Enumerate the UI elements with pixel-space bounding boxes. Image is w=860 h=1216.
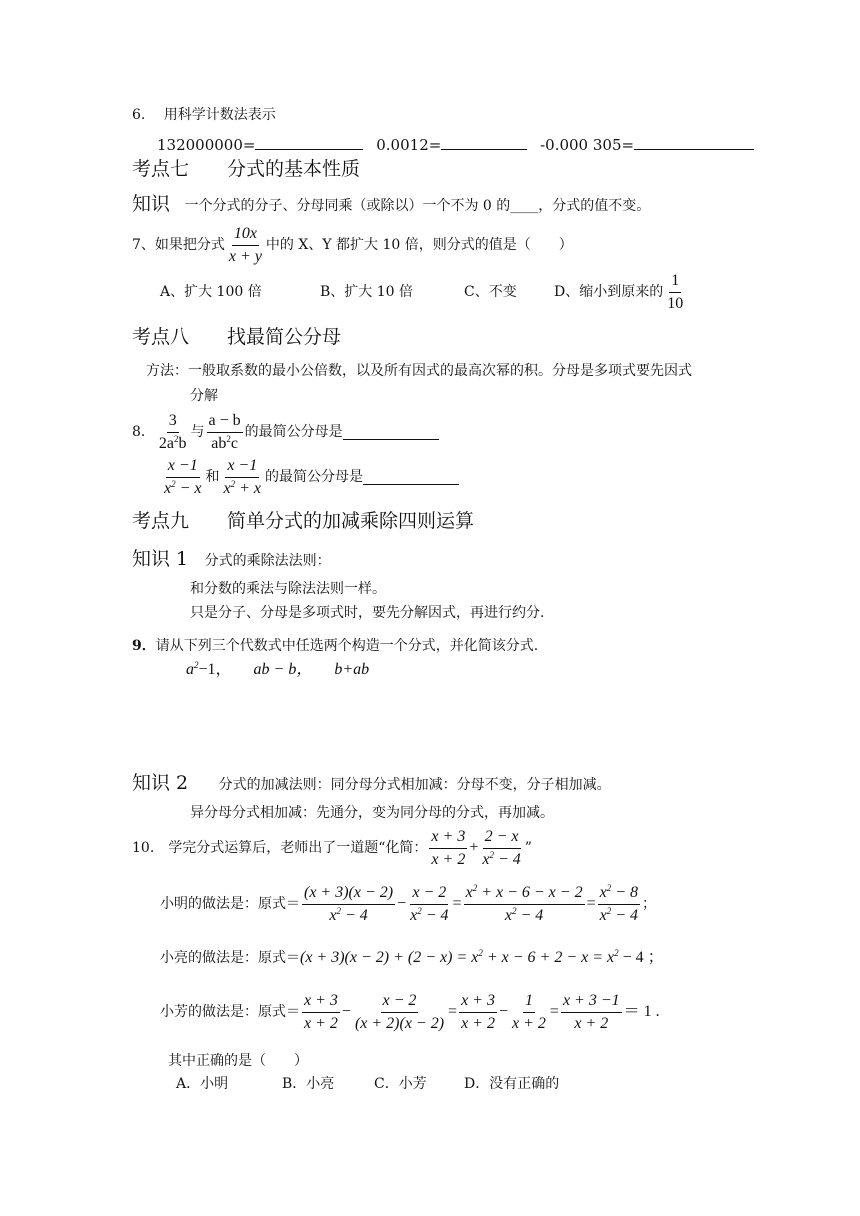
q10-opt-c[interactable]: C．小芳 <box>374 1076 427 1092</box>
q10-xl-expr-mid: + x − 6 + 2 − x = x <box>482 949 615 966</box>
q10-xm-f2: $\frac{x - 2}{x^2 - 4}$ <box>410 884 449 924</box>
q10-xm-f2-num: x − 2 <box>410 884 448 905</box>
q10-xm-f4-num: x <box>599 884 607 901</box>
q7-opt-b[interactable]: B、扩大 10 倍 <box>320 284 414 301</box>
q8-f1 <box>157 412 189 452</box>
q9-expressions <box>186 662 369 678</box>
q10-xm-label: 小明的做法是：原式＝ <box>160 896 300 913</box>
q8-g1 <box>162 457 204 497</box>
q7-fraction <box>227 225 264 265</box>
q10-t2 <box>480 828 522 868</box>
q10-xf-f1-num: x + 3 <box>302 992 340 1013</box>
q8-joiner2: 和 <box>205 469 220 486</box>
q9-expr-a-sup: 2 <box>194 660 199 670</box>
q10-xm-f3: $\frac{x^2 + x - 6 - x - 2}{x^2 - 4}$ <box>465 883 583 924</box>
q10-t2-num: 2 − x <box>483 828 521 849</box>
q10-xf-f1-den: x + 2 <box>304 1014 338 1032</box>
q10-xm-f4: $\frac{x^2 - 8}{x^2 - 4}$ <box>599 883 639 924</box>
q10-post: ” <box>524 840 532 857</box>
q10-t2-den-sup: 2 <box>489 849 494 860</box>
q6-blank-b[interactable] <box>441 135 527 150</box>
q10-xf-f4-den: x + 2 <box>512 1014 546 1032</box>
q8-f2-den: ab <box>211 434 227 452</box>
q8-g1-den: x <box>164 479 172 497</box>
k8-method-line1: 方法：一般取系数的最小公倍数，以及所有因式的最高次幂的积。分母是多项式要先因式 <box>146 363 692 379</box>
q6-item-b: 0.0012= <box>376 136 442 154</box>
q10-xf-f2 <box>353 992 446 1032</box>
q9-expr-a: a <box>186 661 194 678</box>
section-title-7: 考点七 分式的基本性质 <box>132 158 361 180</box>
q10-xf-f5-num: x + 3 −1 <box>561 992 622 1013</box>
q7-options <box>160 272 687 312</box>
q7-question <box>132 225 573 265</box>
q7-num: 10x <box>232 225 259 246</box>
q8-f2 <box>207 412 243 452</box>
q10-xiaofang: 小芳的做法是：原式＝ $\frac{x + 3}{x + 2}$ − $\frac{x - 2}{(x + 2)(x - 2)}$ = $\frac{x + 3}{x + 2}$ − $\frac{1}{x + 2}$ = $\frac{x + 3 -1}{x + 2}$ ＝ 1 . <box>160 992 660 1032</box>
q10-xm-f4-num-tail: − 8 <box>611 884 639 901</box>
zs2-label: 知识 2 <box>132 772 189 794</box>
zs2-knowledge <box>132 774 611 793</box>
q8-label: 8． <box>132 424 155 441</box>
q7-opt-c[interactable]: C、不变 <box>464 284 517 301</box>
q8-g1-num: x −1 <box>166 457 200 478</box>
q8-f1-num: 3 <box>167 412 179 433</box>
q8-g2-den: x <box>223 479 231 497</box>
q10-opt-b[interactable]: B．小亮 <box>282 1076 335 1092</box>
q7-opt-a[interactable]: A、扩大 100 倍 <box>160 284 262 301</box>
q8-g1-den-tail: − x <box>175 479 202 497</box>
k9-zs1-line1: 和分数的乘法与除法法则一样。 <box>190 581 386 597</box>
q8-g2-den-tail: + x <box>235 479 262 497</box>
q10-xiaoming: 小明的做法是：原式＝ $\frac{(x + 3)(x - 2)}{x^2 - 4}$ − $\frac{x - 2}{x^2 - 4}$ = $\frac{x^2 + x - 6 - x - 2}{x^2 - 4}$ = $\frac{x^2 - 8}{x^2 - 4}$ ； <box>160 883 657 924</box>
q9-label: 9． <box>132 638 156 654</box>
q10-xiaoliang: 小亮的做法是：原式＝ $(x + 3)(x - 2) + (2 - x) = x^2 + x - 6 + 2 - x = x^2 - 4$ ； <box>160 948 664 966</box>
q10-opt-d[interactable]: D．没有正确的 <box>464 1076 560 1092</box>
q10-xf-f3-num: x + 3 <box>459 992 497 1013</box>
q9-question <box>132 639 538 653</box>
q7-den: x + y <box>228 247 262 265</box>
q10-xf-result: ＝ 1 . <box>623 1003 660 1021</box>
q8-f1-den-sup: 2 <box>174 433 179 444</box>
k9-zs1-text: 分式的乘除法法则： <box>204 553 331 569</box>
q8-blank1[interactable] <box>343 425 439 440</box>
q6-item-c: -0.000 305= <box>540 136 635 154</box>
q9-expr-c: b+ab <box>334 661 370 678</box>
q7-opt-d-num: 1 <box>669 272 681 293</box>
q10-t2-den-tail: − 4 <box>493 850 521 868</box>
section-title-9: 考点九 简单分式的加减乘除四则运算 <box>132 510 475 532</box>
q10-t1-den: x + 2 <box>431 850 466 868</box>
q8-f2-den-sup: 2 <box>226 433 231 444</box>
q10-xf-f4 <box>510 992 548 1032</box>
q10-xf-f1 <box>302 992 340 1032</box>
q10-t1-num: x + 3 <box>429 828 467 849</box>
q10-xf-f3-den: x + 2 <box>461 1014 495 1032</box>
q10-xf-f5-den: x + 2 <box>574 1014 609 1032</box>
q10-xm-f1: $\frac{(x + 3)(x - 2)}{x^2 - 4}$ <box>304 884 394 924</box>
k9-zs1-line2: 只是分子、分母是多项式时，要先分解因式，再进行约分. <box>190 605 545 621</box>
q10-xl-expr-tail: − 4 ； <box>618 949 664 966</box>
q9-expr-a-tail: −1， <box>198 661 232 678</box>
q7-opt-d-den: 10 <box>667 294 684 312</box>
q10-xm-f3-num-tail: + x − 6 − x − 2 <box>477 884 583 901</box>
q8-joiner1: 与 <box>190 424 205 441</box>
q10-t2-den: x <box>482 850 490 868</box>
q8-f2-num: a − b <box>207 412 243 433</box>
k8-method-line2: 分解 <box>190 388 218 404</box>
q8-tail2: 的最简公分母是 <box>265 469 364 486</box>
q6-item-a: 132000000= <box>157 136 256 154</box>
q10-opt-a[interactable]: A．小明 <box>176 1076 229 1092</box>
q10-xl-label: 小亮的做法是：原式＝ <box>160 950 300 966</box>
q8-g2-den-sup: 2 <box>230 478 236 489</box>
q7-post: 中的 X、Y 都扩大 10 倍，则分式的值是（ ） <box>265 237 573 254</box>
q10-pre: 10. 学完分式运算后，老师出了一道题“化简： <box>132 840 428 857</box>
q6-label: 6. 用科学计数法表示 <box>132 107 276 123</box>
q10-xf-f3 <box>459 992 497 1032</box>
k7-knowledge <box>132 195 650 214</box>
q8-g1-den-sup: 2 <box>171 478 176 489</box>
section-title-8: 考点八 找最简公分母 <box>132 326 342 348</box>
q10-question: 10. 学完分式运算后，老师出了一道题“化简： $\frac{x + 3}{x + 2}$ + $\frac{2 - x}{x^2 - 4}$ ” <box>132 828 532 868</box>
q6-blank-c[interactable] <box>634 135 754 150</box>
q8-blank2[interactable] <box>363 470 459 485</box>
zs2-text: 分式的加减法则：同分母分式相加减：分母不变，分子相加减。 <box>218 777 611 793</box>
q10-t1 <box>429 828 467 868</box>
q6-blank-a[interactable] <box>255 135 363 150</box>
q10-xm-f1-den-tail: − 4 <box>340 906 368 924</box>
q10-xf-f4-num: 1 <box>523 992 535 1013</box>
q8-g2-num: x −1 <box>225 457 259 478</box>
q7-opt-d[interactable]: D、缩小到原来的 <box>554 284 664 301</box>
q6-answers <box>157 135 754 153</box>
q10-xf-f2-den: (x + 2)(x − 2) <box>354 1014 445 1032</box>
zs2-text2: 异分母分式相加减：先通分，变为同分母的分式，再加减。 <box>190 805 554 821</box>
q7-opt-d-fraction <box>665 272 685 312</box>
k9-zs1-label: 知识 1 <box>132 548 189 570</box>
q8-line1 <box>132 412 439 452</box>
q8-f2-den-tail: c <box>230 434 238 452</box>
q10-xl-expr: (x + 3)(x − 2) + (2 − x) = x <box>300 949 479 966</box>
q10-xf-f5 <box>561 992 622 1032</box>
k7-zs-label: 知识 <box>132 193 171 215</box>
q7-pre: 7、如果把分式 <box>132 237 225 254</box>
q9-expr-b: ab − b， <box>253 661 313 678</box>
q8-line2 <box>160 457 459 497</box>
q10-xf-label: 小芳的做法是：原式＝ <box>160 1004 300 1021</box>
q8-f1-den-tail: b <box>178 434 187 452</box>
q10-xf-f2-num: x − 2 <box>381 992 419 1013</box>
q8-g2 <box>222 457 264 497</box>
q10-options <box>176 1077 559 1091</box>
k9-knowledge1 <box>132 550 331 569</box>
q10-question-line: 其中正确的是（ ） <box>168 1053 308 1069</box>
q9-text: 请从下列三个代数式中任选两个构造一个分式，并化简该分式. <box>155 638 539 654</box>
q10-xm-f3-num: x <box>465 884 473 901</box>
q8-tail1: 的最简公分母是 <box>244 424 343 441</box>
q10-xm-f1-num: (x + 3)(x − 2) <box>302 884 395 905</box>
k7-zs-text: 一个分式的分子、分母同乘（或除以）一个不为 0 的____，分式的值不变。 <box>184 198 651 214</box>
q8-f1-den: 2a <box>158 434 175 452</box>
